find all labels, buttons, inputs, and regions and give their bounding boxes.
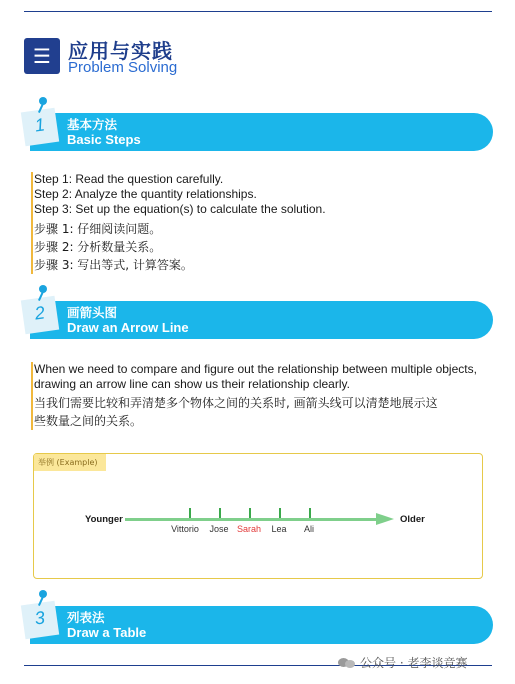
paragraph-line-zh: 些数量之间的关系。	[34, 414, 143, 428]
pin-head-icon	[39, 97, 47, 105]
chapter-title-en: Problem Solving	[68, 59, 178, 76]
chapter-title-zh: 应用与实践	[68, 39, 173, 63]
step-line-zh: 步骤 1: 仔细阅读问题。	[34, 222, 162, 236]
name-label: Vittorio	[171, 524, 199, 534]
section-1-title-en: Basic Steps	[67, 132, 141, 147]
watermark-text: 公众号 · 老李谈竞赛	[360, 656, 468, 670]
section-1-banner	[30, 113, 493, 151]
section-2-badge	[21, 296, 59, 334]
arrow-line	[125, 518, 379, 521]
section-2-number: 2	[33, 302, 47, 324]
step-line-en: Step 1: Read the question carefully.	[34, 172, 224, 186]
section-2-text	[31, 362, 477, 430]
step-line-en: Step 2: Analyze the quantity relationships.	[34, 187, 257, 201]
arrow-head-icon	[376, 513, 394, 525]
section-3-banner	[30, 606, 493, 644]
older-label: Older	[400, 514, 425, 525]
section-2-title-en: Draw an Arrow Line	[67, 320, 189, 335]
pin-head-icon	[39, 285, 47, 293]
wechat-icon	[338, 656, 356, 669]
paragraph-line-en: When we need to compare and figure out the relationship between multiple objects,	[34, 362, 477, 376]
tick-mark	[189, 508, 191, 518]
step-line-en: Step 3: Set up the equation(s) to calculate the solution.	[34, 202, 326, 216]
section-3-title-en: Draw a Table	[67, 625, 147, 640]
section-3-badge	[21, 601, 59, 639]
name-label: Lea	[271, 524, 287, 534]
name-label: Jose	[209, 524, 229, 534]
watermark	[338, 654, 467, 671]
step-line-zh: 步骤 2: 分析数量关系。	[34, 240, 162, 254]
section-3-number: 3	[33, 607, 47, 629]
top-rule	[24, 11, 492, 12]
younger-label: Younger	[85, 514, 123, 525]
name-label-highlight: Sarah	[236, 524, 262, 534]
section-3-title-zh: 列表法	[67, 610, 105, 625]
section-1-title-zh: 基本方法	[67, 117, 118, 132]
step-line-zh: 步骤 3: 写出等式, 计算答案。	[34, 258, 193, 272]
section-2-banner	[30, 301, 493, 339]
section-1-number: 1	[33, 114, 47, 136]
example-tag: 举例 (Example)	[34, 454, 106, 471]
menu-icon: ☰	[24, 38, 60, 74]
tick-mark	[219, 508, 221, 518]
tick-mark	[309, 508, 311, 518]
paragraph-line-en: drawing an arrow line can show us their relationship clearly.	[34, 377, 350, 391]
section-1-badge	[21, 108, 59, 146]
tick-mark	[249, 508, 251, 518]
name-label: Ali	[303, 524, 315, 534]
pin-head-icon	[39, 590, 47, 598]
paragraph-line-zh: 当我们需要比较和弄清楚多个物体之间的关系时, 画箭头线可以清楚地展示这	[34, 396, 438, 410]
section-1-text	[31, 172, 326, 274]
section-2-title-zh: 画箭头图	[67, 305, 118, 320]
tick-mark	[279, 508, 281, 518]
